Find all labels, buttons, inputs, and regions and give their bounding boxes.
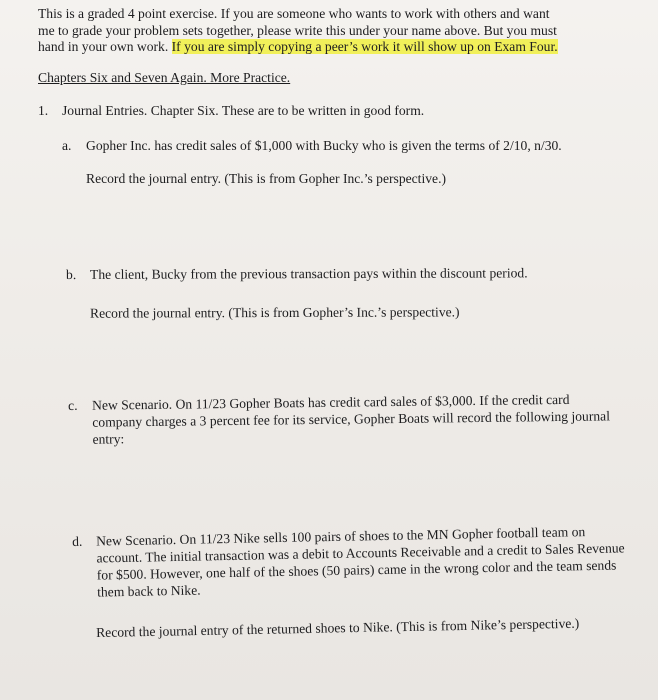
intro-line-2: me to grade your problem sets together, please write this under your name above. But you must — [38, 22, 557, 38]
item-a-text: Gopher Inc. has credit sales of $1,000 with Bucky who is given the terms of 2/10, n/30. — [86, 138, 562, 153]
item-d — [72, 522, 632, 600]
item-d-letter: d. — [72, 533, 83, 549]
item-c — [68, 390, 628, 447]
item-c-letter: c. — [68, 397, 78, 413]
intro-paragraph — [38, 6, 623, 56]
intro-line-3 — [38, 39, 623, 56]
item-b-text: The client, Bucky from the previous transaction pays within the discount period. — [90, 265, 528, 282]
item-a-letter: a. — [62, 138, 72, 153]
intro-line-3-text: hand in your own work. — [38, 39, 172, 54]
chapters-heading: Chapters Six and Seven Again. More Practice. — [38, 70, 291, 85]
question-1-number: 1. — [38, 103, 49, 118]
item-d-text: New Scenario. On 11/23 Nike sells 100 pairs of shoes to the MN Gopher football team on account. The initial transaction was a debit to Accounts Receivable and a credit to Sales Revenue for $500. However, one half of the shoes (50 pairs) came in the wrong color and the team sends them back to Nike. — [96, 524, 625, 600]
highlighted-warning: If you are simply copying a peer’s work it will show up on Exam Four. — [171, 39, 558, 54]
item-b-record: Record the journal entry. (This is from Gopher’s Inc.’s perspective.) — [89, 304, 460, 321]
item-b — [66, 264, 626, 282]
item-d-record: Record the journal entry of the returned shoes to Nike. (This is from Nike’s perspective.) — [96, 615, 580, 640]
item-b-letter: b. — [66, 266, 77, 282]
question-1 — [38, 103, 424, 119]
item-c-text: New Scenario. On 11/23 Gopher Boats has credit card sales of $3,000. If the credit card company charges a 3 percent fee for its service, Gopher Boats will record the following journal entry: — [92, 391, 611, 447]
question-1-text: Journal Entries. Chapter Six. These are to be written in good form. — [62, 103, 425, 118]
intro-line-1: This is a graded 4 point exercise. If you are someone who wants to work with others and want — [38, 6, 550, 21]
item-a-record: Record the journal entry. (This is from Gopher Inc.’s perspective.) — [86, 171, 446, 186]
